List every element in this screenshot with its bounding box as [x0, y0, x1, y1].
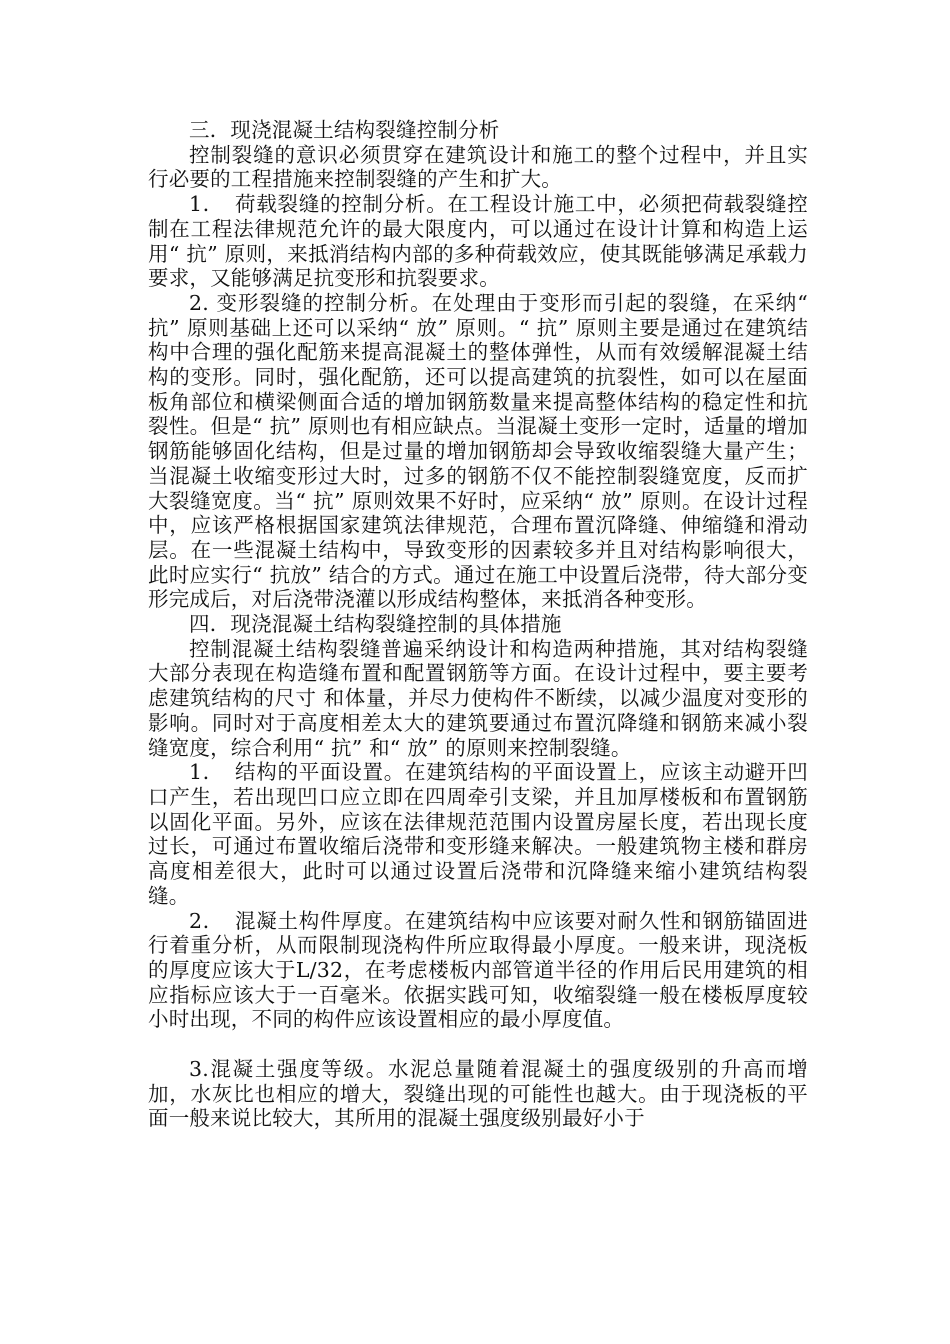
section-heading-three: 三．现浇混凝土结构裂缝控制分析 [189, 118, 500, 142]
paragraph-load-crack-control: 1． 荷载裂缝的控制分析。在工程设计施工中，必须把荷载裂缝控制在工程法律规范允许的最大限度内，可以通过在设计计算和构造上运用“ 抗” 原则，来抵消结构内部的多种荷载效应，使其既能够满足承载力要求，又能够满足抗变形和抗裂要求。 [148, 192, 808, 291]
paragraph-crack-awareness: 控制裂缝的意识必须贯穿在建筑设计和施工的整个过程中，并且实行必要的工程措施来控制裂缝的产生和扩大。 [148, 142, 808, 192]
document-body [148, 118, 808, 1131]
paragraph-plan-layout: 1． 结构的平面设置。在建筑结构的平面设置上，应该主动避开凹口产生，若出现凹口应立即在四周牵引支梁，并且加厚楼板和布置钢筋以固化平面。另外，应该在法律规范范围内设置房屋长度，若出现长度过长，可通过布置收缩后浇带和变形缝来解决。一般建筑物主楼和群房高度相差很大，此时可以通过设置后浇带和沉降缝来缩小建筑结构裂缝。 [148, 760, 808, 908]
section-heading-four: 四．现浇混凝土结构裂缝控制的具体措施 [189, 612, 562, 637]
paragraph-member-thickness: 2． 混凝土构件厚度。在建筑结构中应该要对耐久性和钢筋锚固进行着重分析，从而限制现浇构件所应取得最小厚度。一般来讲，现浇板的厚度应该大于L/32，在考虑楼板内部管道半径的作用后民用建筑的相应指标应该大于一百毫米。依据实践可知，收缩裂缝一般在楼板厚度较小时出现，不同的构件应该设置相应的最小厚度值。 [148, 908, 808, 1032]
paragraph-control-measures: 控制混凝土结构裂缝普遍采纳设计和构造两种措施，其对结构裂缝大部分表现在构造缝布置和配置钢筋等方面。在设计过程中，要主要考虑建筑结构的尺寸 和体量，并尽力使构件不断续，以减少温度对变形的影响。同时对于高度相差太大的建筑要通过布置沉降缝和钢筋来减小裂缝宽度，综合利用“ 抗” 和“ 放” 的原则来控制裂缝。 [148, 636, 808, 760]
paragraph-deformation-crack-control: 2. 变形裂缝的控制分析。在处理由于变形而引起的裂缝，在采纳“ 抗” 原则基础上还可以采纳“ 放” 原则。“ 抗” 原则主要是通过在建筑结构中合理的强化配筋来提高混凝土的整体弹性，从而有效缓解混凝土结构的变形。同时，强化配筋，还可以提高建筑的抗裂性，如可以在屋面板角部位和横梁侧面合适的增加钢筋数量来提高整体结构的稳定性和抗裂性。但是“ 抗” 原则也有相应缺点。当混凝土变形一定时，适量的增加钢筋能够固化结构，但是过量的增加钢筋却会导致收缩裂缝大量产生；当混凝土收缩变形过大时，过多的钢筋不仅不能控制裂缝宽度，反而扩大裂缝宽度。当“ 抗” 原则效果不好时，应采纳“ 放” 原则。在设计过程中，应该严格根据国家建筑法律规范，合理布置沉降缝、伸缩缝和滑动层。在一些混凝土结构中，导致变形的因素较多并且对结构影响很大，此时应实行“ 抗放” 结合的方式。通过在施工中设置后浇带，待大部分变形完成后，对后浇带浇灌以形成结构整体，来抵消各种变形。 [148, 290, 808, 612]
paragraph-concrete-strength: 3.混凝土强度等级。水泥总量随着混凝土的强度级别的升高而增加，水灰比也相应的增大，裂缝出现的可能性也越大。由于现浇板的平面一般来说比较大，其所用的混凝土强度级别最好小于 [148, 1057, 808, 1131]
